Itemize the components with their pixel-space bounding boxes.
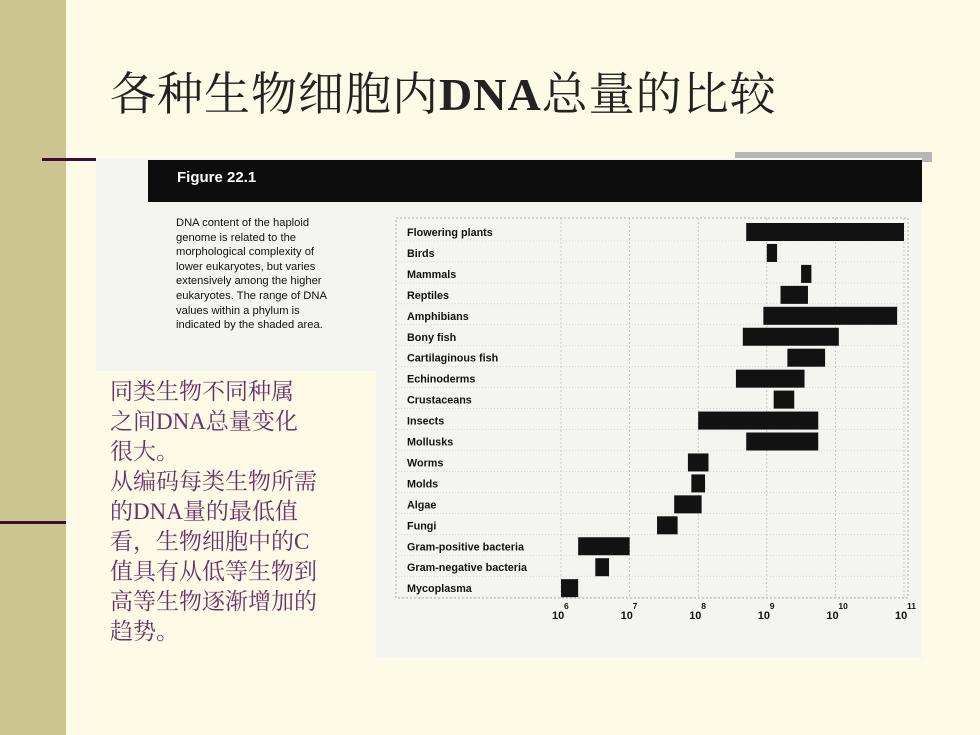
- range-bar: [774, 391, 795, 409]
- caption-line: DNA content of the haploid: [176, 217, 310, 229]
- category-label: Molds: [407, 478, 439, 491]
- divider-line-top: [42, 158, 96, 161]
- caption-line: values within a phylum is: [176, 304, 300, 317]
- x-tick-exponent: 11: [907, 601, 916, 611]
- range-bar: [688, 453, 709, 471]
- range-bar: [763, 307, 897, 325]
- annotation-line: 从编码每类生物所需: [110, 469, 317, 494]
- range-bar: [698, 412, 818, 430]
- title-part-post: 总量的比较: [541, 69, 777, 120]
- annotation-line: 看，生物细胞中的C: [110, 529, 310, 554]
- range-bar: [578, 537, 629, 555]
- category-label: Gram-positive bacteria: [407, 541, 525, 554]
- caption-line: lower eukaryotes, but varies: [176, 260, 316, 273]
- category-label: Gram-negative bacteria: [407, 562, 528, 575]
- caption-line: extensively among the higher: [176, 275, 322, 288]
- caption-line: indicated by the shaded area.: [176, 319, 323, 332]
- annotation-line: 趋势。: [110, 619, 179, 644]
- category-label: Crustaceans: [407, 394, 472, 407]
- range-bar: [561, 579, 578, 597]
- category-label: Bony fish: [407, 331, 457, 344]
- range-bar: [781, 286, 808, 304]
- annotation-line: 高等生物逐渐增加的: [110, 589, 317, 614]
- range-bar: [787, 349, 825, 367]
- category-label: Mollusks: [407, 436, 454, 449]
- x-tick-label: 10: [620, 610, 633, 622]
- category-label: Amphibians: [407, 310, 469, 323]
- category-label: Algae: [407, 499, 437, 512]
- range-bar: [767, 244, 777, 262]
- x-tick-exponent: 10: [838, 601, 848, 611]
- annotation-text: [110, 377, 317, 647]
- category-label: Fungi: [407, 520, 437, 533]
- title-part-dna: DNA: [439, 69, 542, 120]
- category-label: Worms: [407, 457, 444, 470]
- annotation-line: 很大。: [110, 439, 179, 464]
- slide-side-bar: [0, 0, 66, 735]
- category-label: Cartilaginous fish: [407, 352, 499, 365]
- annotation-line: 值具有从低等生物到: [110, 559, 317, 584]
- caption-line: eukaryotes. The range of DNA: [176, 289, 327, 302]
- x-tick-exponent: 6: [564, 601, 569, 611]
- category-label: Insects: [407, 415, 445, 428]
- category-label: Birds: [407, 247, 435, 260]
- category-label: Mycoplasma: [407, 583, 472, 596]
- range-bar: [746, 223, 904, 241]
- divider-line-bottom: [0, 521, 66, 524]
- slide-title: [110, 58, 777, 124]
- annotation-line: 同类生物不同种属: [110, 379, 294, 404]
- x-tick-exponent: 7: [632, 601, 638, 611]
- range-bar: [691, 474, 705, 492]
- x-tick-label: 10: [895, 610, 908, 622]
- caption-line: genome is related to the: [176, 231, 297, 244]
- category-label: Flowering plants: [407, 227, 493, 239]
- x-tick-label: 10: [552, 610, 565, 622]
- category-label: Reptiles: [407, 289, 450, 302]
- range-bar: [736, 370, 805, 388]
- x-tick-label: 10: [826, 610, 839, 622]
- x-tick-exponent: 8: [701, 601, 706, 611]
- title-part-pre: 各种生物细胞内: [110, 69, 439, 120]
- category-label: Echinoderms: [407, 373, 476, 386]
- range-bar: [743, 328, 839, 346]
- x-tick-label: 10: [757, 610, 771, 622]
- x-tick-label: 10: [689, 610, 702, 622]
- annotation-line: 之间DNA总量变化: [110, 409, 298, 434]
- range-bar: [674, 495, 701, 513]
- caption-line: morphological complexity of: [176, 246, 315, 259]
- range-bar: [657, 516, 678, 534]
- range-bar: [595, 558, 609, 576]
- annotation-line: 的DNA量的最低值: [110, 499, 298, 524]
- x-tick-exponent: 9: [769, 601, 775, 611]
- range-bar: [801, 265, 811, 283]
- range-bar: [746, 433, 818, 451]
- category-label: Mammals: [407, 268, 457, 281]
- figure-label: Figure 22.1: [177, 169, 257, 186]
